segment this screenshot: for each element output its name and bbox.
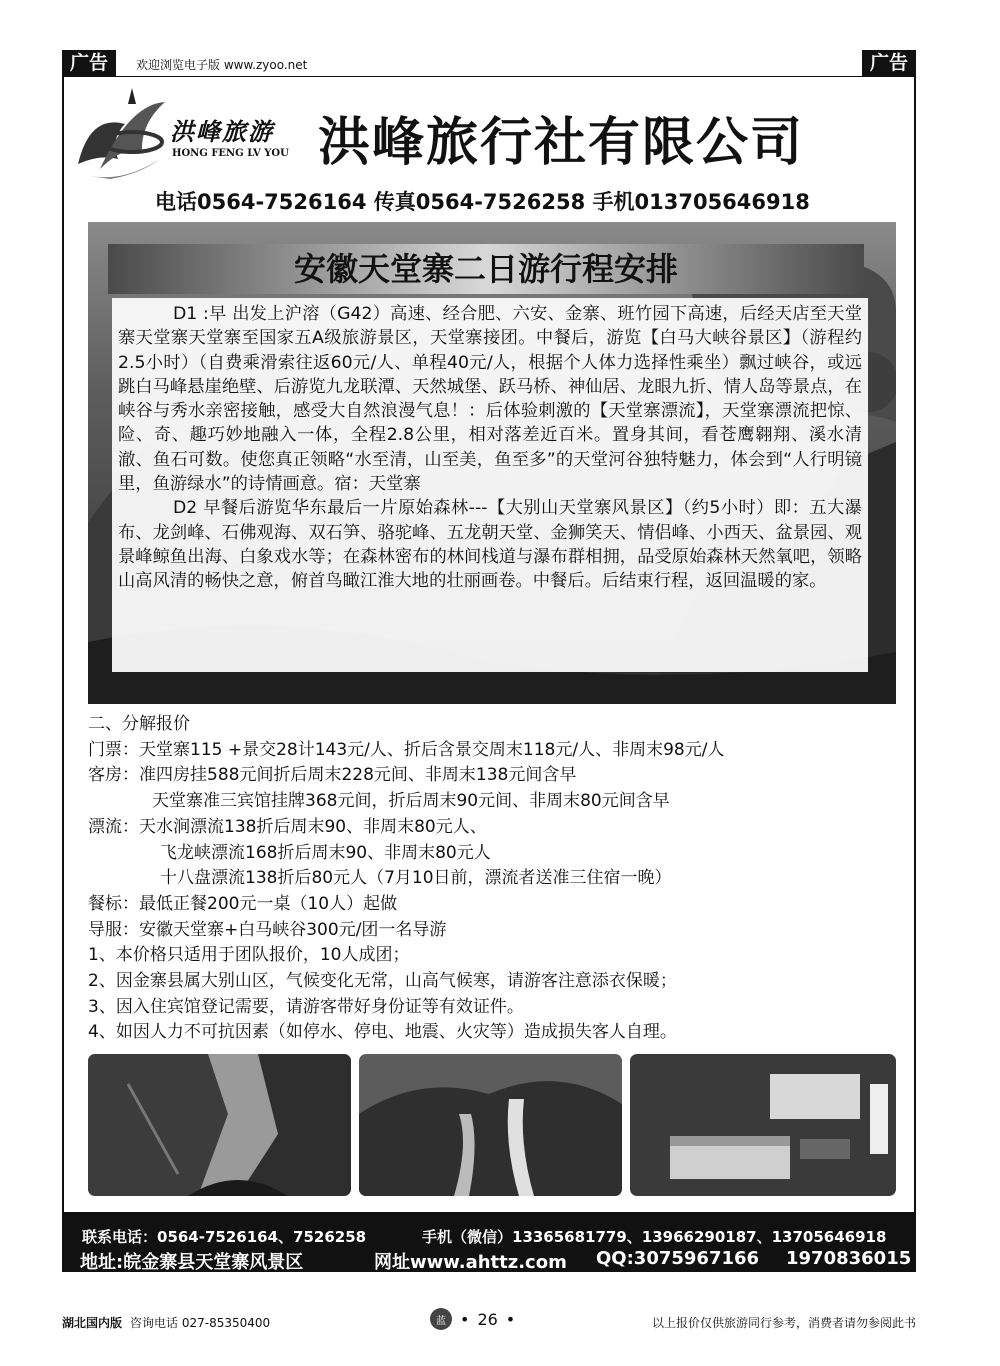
hotel-room-photo — [630, 1054, 896, 1196]
footer-address: 地址:皖金寨县天堂寨风景区 — [80, 1252, 304, 1273]
pricing-heading: 二、分解报价 — [88, 714, 190, 734]
cliff-photo — [88, 1054, 351, 1196]
pricing-note: 4、如因人力不可抗因素（如停水、停电、地震、火灾等）造成损失客人自理。 — [88, 1022, 677, 1043]
ad-label-right: 广告 — [862, 50, 916, 76]
footer-qq: QQ:3075967166 — [596, 1248, 760, 1269]
page-badge: 蓝 — [430, 1308, 452, 1330]
page-number-value: 26 — [477, 1309, 498, 1329]
itinerary-title: 安徽天堂寨二日游行程安排 — [108, 244, 864, 294]
pricing-room-2: 天堂寨准三宾馆挂牌368元间，折后周末90元间、非周末80元间含早 — [152, 791, 670, 812]
ad-label-left: 广告 — [62, 50, 116, 76]
pricing-note: 1、本价格只适用于团队报价，10人成团； — [88, 945, 410, 966]
hotline-label: 咨询电话 027-85350400 — [130, 1316, 271, 1330]
waterfall-photo — [359, 1054, 622, 1196]
company-contact-line: 电话0564-7526164 传真0564-7526258 手机013705646918 — [155, 190, 810, 214]
pricing-note: 2、因金寨县属大别山区，气候变化无常，山高气候寒，请游客注意添衣保暖； — [88, 971, 677, 992]
bottom-edition — [62, 1314, 270, 1331]
top-note: 欢迎浏览电子版 www.zyoo.net — [136, 58, 308, 72]
footer-contact-bar — [62, 1212, 916, 1272]
page-number — [430, 1308, 515, 1330]
pricing-room-1: 客房：准四房挂588元间折后周末228元间、非周末138元间含早 — [88, 765, 577, 786]
pricing-meal: 餐标：最低正餐200元一桌（10人）起做 — [88, 893, 398, 914]
pricing-rafting-3: 十八盘漂流138折后80元人（7月10日前，漂流者送准三住宿一晚） — [160, 868, 672, 889]
hotel-room-photo-icon — [630, 1054, 896, 1196]
footer-phone: 联系电话：0564-7526164、7526258 — [82, 1228, 367, 1246]
bottom-disclaimer: 以上报价仅供旅游同行参考，消费者请勿参阅此书 — [651, 1316, 916, 1330]
edition-label: 湖北国内版 — [62, 1316, 123, 1330]
page-dot-left: • — [460, 1309, 470, 1329]
page-dot-right: • — [505, 1309, 516, 1329]
company-name: 洪峰旅行社有限公司 — [318, 112, 805, 173]
itinerary-day1: D1 :早 出发上沪溶（G42）高速、经合肥、六安、金寨、班竹园下高速，后经天店至天堂寨天堂寨天堂寨至国家五A级旅游景区，天堂寨接团。中餐后，游览【白马大峡谷景区】（游程约2.5小时）（自费乘滑索往返60元/人、单程40元/人，根据个人体力选择性乘坐）飘过峡谷，或远跳白马峰悬崖绝壁、后游览九龙联潭、天然城堡、跃马桥、神仙居、龙眼九折、情人岛等景点，在峡谷与秀水亲密接触，感受大自然浪漫气息！：后体验刺激的【天堂寨漂流】，天堂寨漂流把惊、险、奇、趣巧妙地融入一体，全程2.8公里，相对落差近百米。置身其间，看苍鹰翱翔、溪水清澈、鱼石可数。使您真正领略“水至清，山至美，鱼至多”的天堂河谷独特魅力，体会到“人行明镜里，鱼游绿水”的诗情画意。宿：天堂寨 — [118, 304, 862, 495]
waterfall-photo-icon — [359, 1054, 622, 1196]
footer-website: 网址www.ahttz.com — [374, 1252, 567, 1273]
itinerary-day2: D2 早餐后游览华东最后一片原始森林---【大别山天堂寨风景区】（约5小时）即：五大瀑布、龙剑峰、石佛观海、双石笋、骆驼峰、五龙朝天堂、金狮笑天、情侣峰、小西天、盆景园、观景峰鲸鱼出海、白象戏水等；在森林密布的林间栈道与瀑布群相拥，品受原始森林天然氧吧，领略山高风清的畅快之意，俯首鸟瞰江淮大地的壮丽画卷。中餐后。后结束行程，返回温暖的家。 — [118, 498, 862, 592]
pricing-rafting-2: 飞龙峡漂流168折后周末90、非周末80元人 — [160, 842, 491, 863]
pricing-guide: 导服：安徽天堂寨+白马峡谷300元/团一名导游 — [88, 919, 447, 940]
pricing-ticket: 门票：天堂寨115 +景交28计143元/人、折后含景交周末118元/人、非周末98元/人 — [88, 739, 725, 760]
footer-mobile: 手机（微信）13365681779、13966290187、13705646918 — [422, 1228, 887, 1246]
cliff-photo-icon — [88, 1054, 351, 1196]
logo-script-text: 洪峰旅游 — [170, 117, 274, 146]
pricing-rafting-1: 漂流：天水涧漂流138折后周末90、非周末80元人、 — [88, 816, 487, 837]
pricing-section — [88, 712, 888, 1046]
itinerary-text — [112, 298, 868, 672]
logo-pinyin-text: HONG FENG LV YOU — [172, 148, 289, 159]
footer-qq-2: 1970836015 — [786, 1248, 912, 1269]
pricing-note: 3、因入住宾馆登记需要，请游客带好身份证等有效证件。 — [88, 996, 524, 1017]
